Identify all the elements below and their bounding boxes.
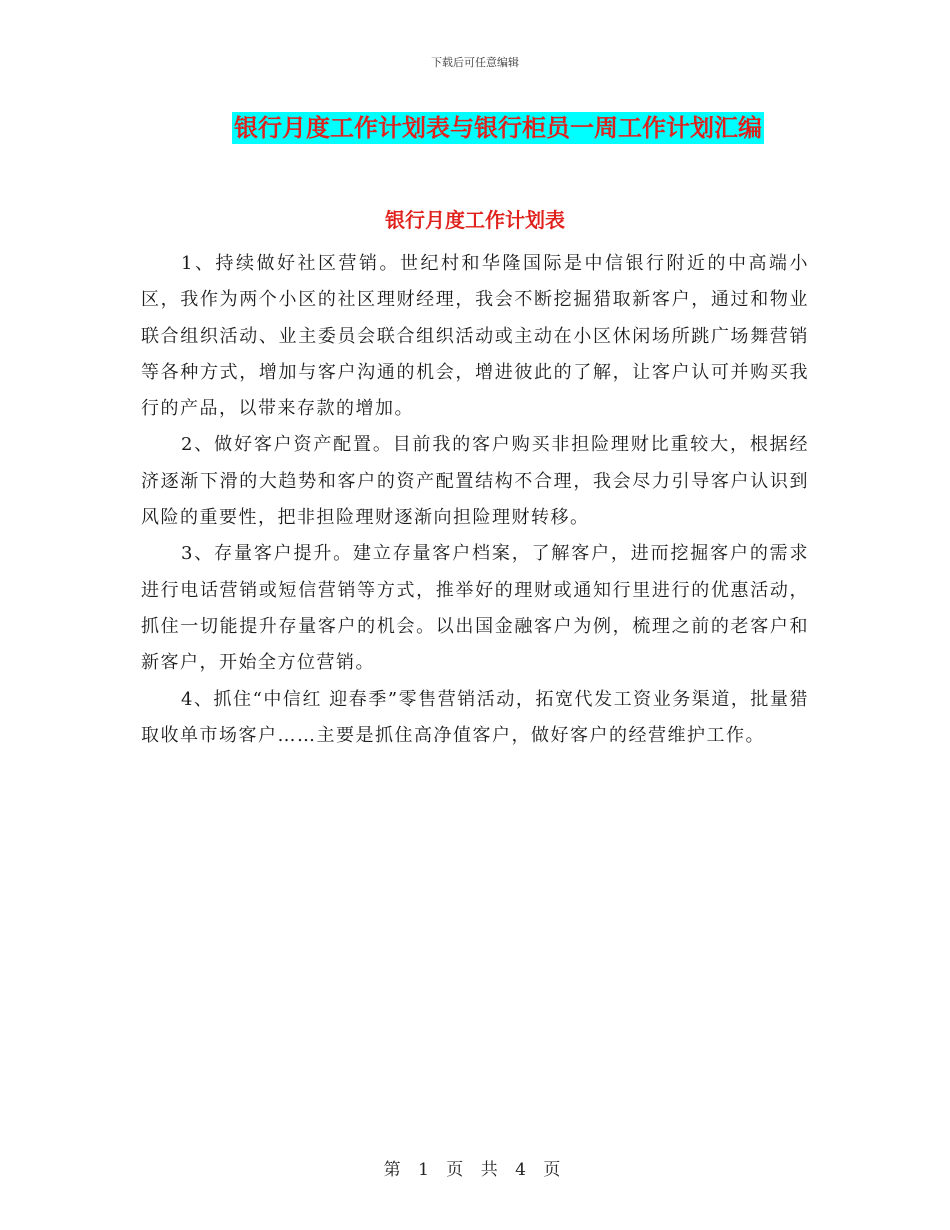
document-body [141, 246, 809, 754]
section-title: 银行月度工作计划表 [385, 208, 565, 232]
main-title: 银行月度工作计划表与银行柜员一周工作计划汇编 [234, 114, 762, 142]
paragraph-4: 4、抓住“中信红 迎春季”零售营销活动，拓宽代发工资业务渠道，批量猎取收单市场客户……主要是抓住高净值客户，做好客户的经营维护工作。 [141, 688, 809, 746]
page-indicator: 第 1 页 共 4 页 [383, 1160, 567, 1180]
main-title-container [0, 112, 950, 144]
header-note: 下载后可任意编辑 [431, 56, 519, 69]
paragraph-2: 2、做好客户资产配置。目前我的客户购买非担险理财比重较大，根据经济逐渐下滑的大趋势和客户的资产配置结构不合理，我会尽力引导客户认识到风险的重要性，把非担险理财逐渐向担险理财转移。 [141, 434, 809, 529]
paragraph-1: 1、持续做好社区营销。世纪村和华隆国际是中信银行附近的中高端小区，我作为两个小区的社区理财经理，我会不断挖掘猎取新客户，通过和物业联合组织活动、业主委员会联合组织活动或主动在小区休闲场所跳广场舞营销等各种方式，增加与客户沟通的机会，增进彼此的了解，让客户认可并购买我行的产品，以带来存款的增加。 [141, 253, 809, 420]
paragraph-3: 3、存量客户提升。建立存量客户档案，了解客户，进而挖掘客户的需求进行电话营销或短信营销等方式，推举好的理财或通知行里进行的优惠活动，抓住一切能提升存量客户的机会。以出国金融客户为例，梳理之前的老客户和新客户，开始全方位营销。 [141, 543, 809, 674]
